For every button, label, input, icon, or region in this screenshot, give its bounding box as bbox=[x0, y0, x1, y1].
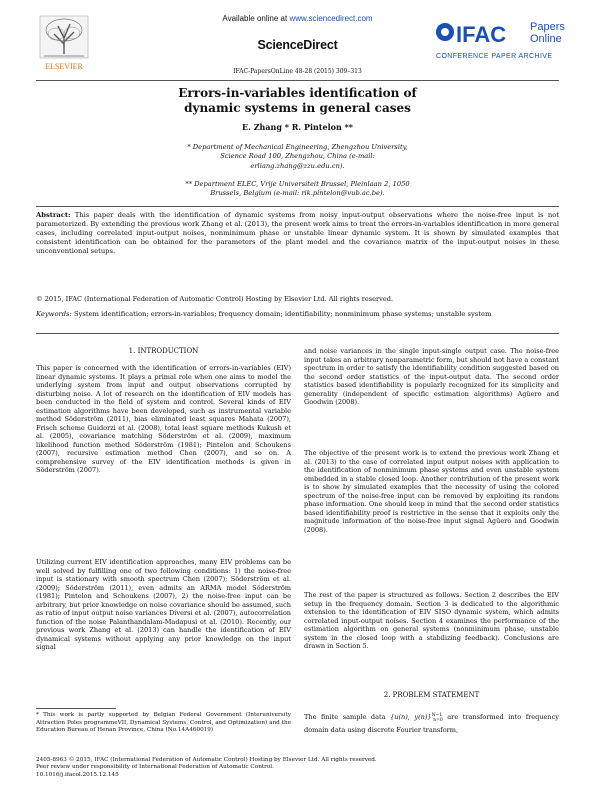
problem-text-b: are transformed into frequency domain data using discrete Fourier transform, bbox=[304, 713, 559, 734]
title-line-1: Errors-in-variables identification of bbox=[178, 86, 417, 100]
header-divider bbox=[36, 80, 559, 81]
peer-review-line: Peer review under responsibility of International Federation of Automatic Control. bbox=[36, 764, 274, 771]
footnote-divider bbox=[36, 708, 116, 709]
keywords-label: Keywords: bbox=[36, 310, 72, 318]
math-subscript: n=0 bbox=[433, 718, 443, 724]
svg-text:Online: Online bbox=[530, 33, 562, 45]
abstract-text: This paper deals with the identification of dynamic systems from noisy input-output observations where the noise-free input is not parameterized. By extending the previous work Zhang et al. (2013), the present work aims to treat the errors-in-variables identification in more general cases, including correlated input-output noises, nonminimum phase or unstable linear dynamic system. It is shown by simulated examples that consistent identification can be obtained for the parameters of the plant model and the covariance matrix of the input-output noises in these unconventional setups. bbox=[36, 211, 559, 255]
section-heading-problem-statement: 2. PROBLEM STATEMENT bbox=[383, 691, 480, 699]
journal-citation: IFAC-PapersOnLine 48-28 (2015) 309–313 bbox=[233, 68, 362, 75]
copyright-line: © 2015, IFAC (International Federation of Automatic Control) Hosting by Elsevier Ltd. All rights reserved. bbox=[36, 295, 394, 303]
abstract bbox=[36, 211, 559, 256]
svg-text:IFAC: IFAC bbox=[456, 22, 507, 47]
keywords-text: System identification; errors-in-variables; frequency domain; identifiability; nonminimum phase systems; unstable system bbox=[73, 310, 492, 318]
affiliation-1 bbox=[120, 143, 475, 171]
right-paragraph-3: The rest of the paper is structured as follows. Section 2 describes the EIV setup in the frequency domain. Section 3 is dedicated to the algorithmic extension to the identification of EIV SISO dynamic system, which admits correlated input-output noises. Section 4 examines the performance of the estimation algorithm on general systems (nonminimum phase, unstable system in the closed loop with a stabilizing feedback). Conclusions are drawn in Section 5. bbox=[304, 591, 559, 650]
affiliation-2 bbox=[120, 180, 475, 199]
affiliation-line: Science Road 100, Zhengzhou, China (e-mail: bbox=[220, 152, 375, 161]
authors: E. Zhang * R. Pintelon ** bbox=[242, 122, 353, 132]
ifac-logo-icon bbox=[434, 16, 582, 66]
doi-line: 10.1016/j.ifacol.2015.12.145 bbox=[36, 771, 119, 778]
affiliation-line: erliang.zhang@zzu.edu.cn). bbox=[250, 161, 345, 170]
bottom-publication-info bbox=[36, 757, 559, 779]
problem-text-a: The finite sample data bbox=[304, 713, 386, 722]
available-prefix: Available online at bbox=[222, 14, 288, 23]
affiliation-line: Brussels, Belgium (e-mail: rik.pintelon@vub.ac.be). bbox=[210, 189, 385, 198]
issn-copyright-line: 2405-8963 © 2015, IFAC (International Federation of Automatic Control) Hosting by Elsevier Ltd. All rights reserved. bbox=[36, 757, 377, 763]
sciencedirect-logo: ScienceDirect bbox=[257, 38, 338, 52]
intro-paragraph-2: Utilizing current EIV identification approaches, many EIV problems can be well solved by fulfilling one of two following conditions: 1) the noise-free input is stationary with smooth spectrum Chen (2007); Söderström et al. (2009); Söderström (2011), even admits an ARMA model Söderström (1981); Pintelon and Schoukens (2007), 2) the noise-free input can be arbitrary, but prior knowledge on noise covariance should be assumed, such as ratio of input output noise variances Diversi et al. (2007), autocorrelation function of the noise Palanthandalam-Madapusi et al. (2010). Recently, our previous work Zhang et al. (2013) can handle the identification of EIV dynamical systems without applying any prior knowledge on the input signal bbox=[36, 558, 291, 651]
ifac-papersonline-logo bbox=[434, 16, 582, 66]
abstract-top-divider bbox=[36, 206, 559, 207]
problem-paragraph-1 bbox=[304, 712, 559, 734]
section-heading-introduction: 1. INTRODUCTION bbox=[128, 347, 199, 355]
intro-paragraph-1: This paper is concerned with the identification of errors-in-variables (EIV) linear dynamic systems. It plays a primal role when one aims to model the underlying system from input and output observations corrupted by disturbing noise. A lot of research on the identification of EIV models has been conducted in the field of system and control. Several kinds of EIV estimation algorithms have been developed, such as instrumental variable method Söderström (2011), bias eliminated least squares Mahata (2007), Frisch scheme Guidorzi et al. (2008), total least square methods Kukush et al. (2005), covariance matching Söderström et al. (2009), maximum likelihood function method Söderström (1981); Pintelon and Schoukens (2007), recursive estimation method Chen (2007), and so on. A comprehensive survey of the EIV identification methods is given in Söderström (2007). bbox=[36, 364, 291, 474]
affiliation-line: * Department of Mechanical Engineering, Zhengzhou University, bbox=[187, 143, 408, 151]
abstract-bottom-divider bbox=[36, 333, 559, 334]
svg-text:CONFERENCE PAPER ARCHIVE: CONFERENCE PAPER ARCHIVE bbox=[436, 53, 553, 60]
math-expression: {u(n), y(n)} bbox=[390, 713, 432, 722]
svg-text:Papers: Papers bbox=[530, 21, 565, 33]
keywords bbox=[36, 310, 559, 319]
math-superscript: N−1 bbox=[431, 713, 443, 718]
affiliation-line: ** Department ELEC, Vrije Universiteit Brussel, Pleinlaan 2, 1050 bbox=[185, 180, 410, 188]
right-paragraph-2: The objective of the present work is to extend the previous work Zhang et al. (2013) to the case of correlated input output noises with application to the identification of nonminimum phase systems and even unstable system embedded in a stable closed loop. Another contribution of the present work is to show by simulated examples that the necessity of using the colored spectrum of the noise-free input can be removed by exploiting its random phase information. One should keep in mind that the second order statistics based identifiability proof is restrictive in the sense that it exploits only the magnitude information of the noise-free input signal Agüero and Goodwin (2008). bbox=[304, 449, 559, 534]
abstract-label: Abstract: bbox=[36, 211, 71, 219]
svg-text:ELSEVIER: ELSEVIER bbox=[45, 62, 83, 71]
sciencedirect-link[interactable]: www.sciencedirect.com bbox=[289, 14, 373, 23]
title-line-2: dynamic systems in general cases bbox=[184, 101, 411, 115]
footnote: * This work is partly supported by Belgian Federal Government (Interuniversity Attraction Poles programmeVII, Dynamical Systems, Control, and Optimization) and the Education Bureau of Henan Province, China (No.14A460019) bbox=[36, 712, 291, 734]
right-paragraph-1: and noise variances in the single input-single output case. The noise-free input takes an arbitrary nonparametric form, but should not have a constant spectrum in order to satisfy the identifiability condition suggested based on the second order statistics of the input-output data. The second order statistics based identifiability is popularly recognized for its simplicity and generality (independent of specific estimation algorithms) Agüero and Goodwin (2008). bbox=[304, 347, 559, 406]
paper-title bbox=[60, 86, 535, 116]
